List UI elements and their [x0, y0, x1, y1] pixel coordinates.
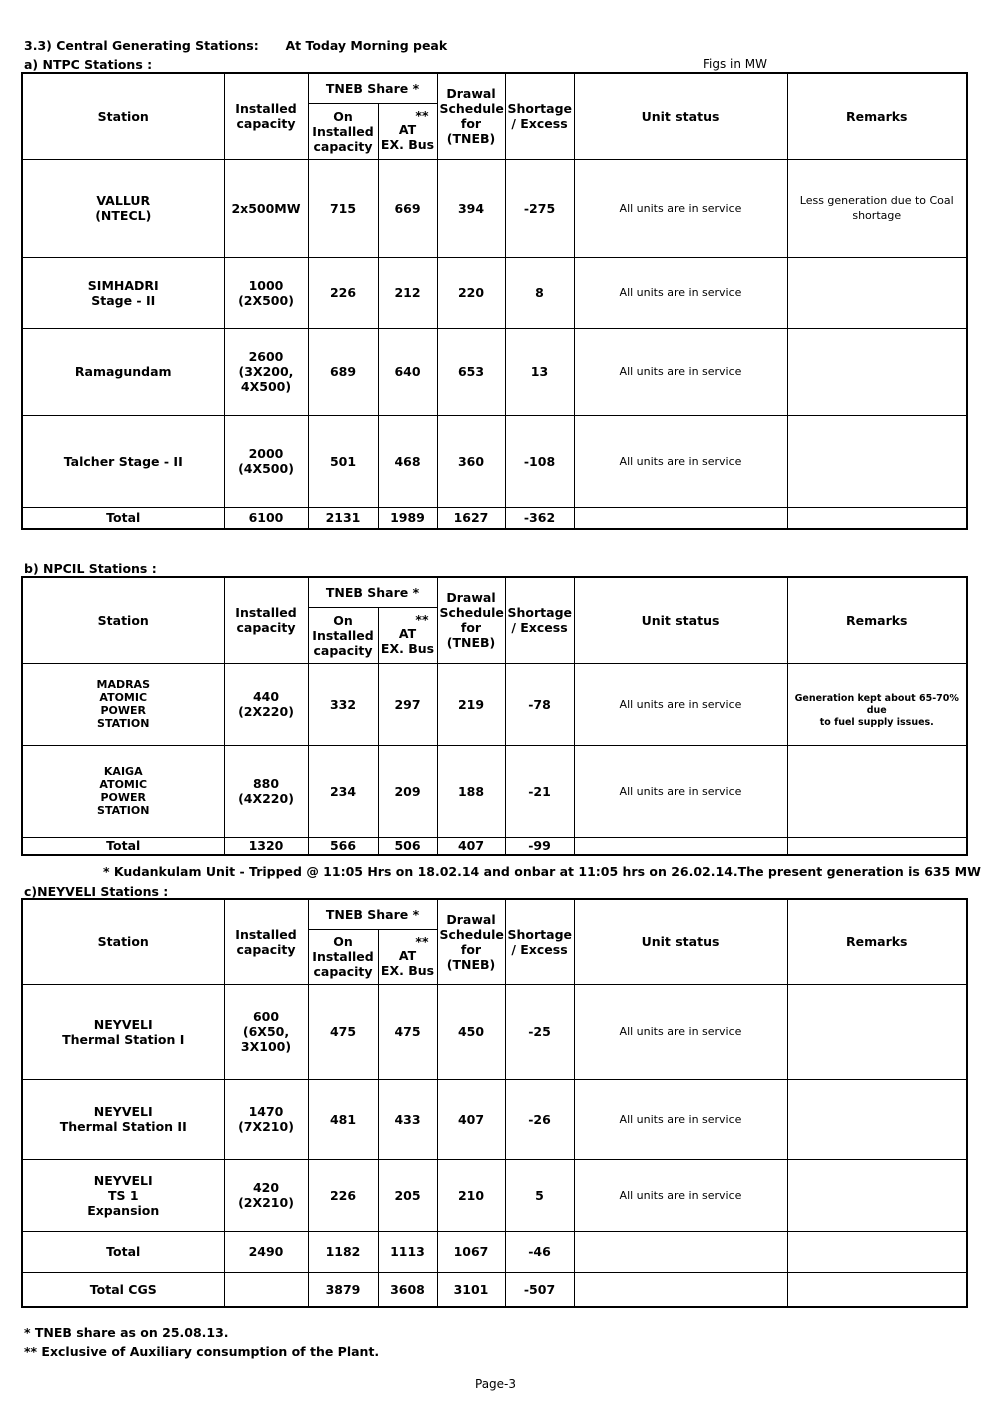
- col-unit-status: Unit status: [574, 577, 787, 663]
- col-station: Station: [22, 899, 224, 984]
- col-on-installed: On Installed capacity: [308, 607, 378, 663]
- table-row: KAIGA ATOMIC POWER STATION 880 (4X220) 234 209 188 -21 All units are in service: [22, 745, 967, 837]
- table-row: SIMHADRI Stage - II 1000 (2X500) 226 212 220 8 All units are in service: [22, 257, 967, 328]
- col-at-ex-bus: ** AT EX. Bus: [378, 929, 437, 984]
- col-at-ex-bus: ** AT EX. Bus: [378, 103, 437, 159]
- npcil-title: b) NPCIL Stations :: [24, 561, 157, 576]
- col-remarks: Remarks: [787, 899, 967, 984]
- total-row: Total 1320 566 506 407 -99: [22, 837, 967, 855]
- col-drawal: Drawal Schedule for (TNEB): [437, 577, 505, 663]
- table-row: NEYVELI TS 1 Expansion 420 (2X210) 226 205 210 5 All units are in service: [22, 1159, 967, 1231]
- col-drawal: Drawal Schedule for (TNEB): [437, 899, 505, 984]
- col-tneb-share: TNEB Share *: [308, 577, 437, 607]
- section-title: 3.3) Central Generating Stations:: [24, 38, 259, 53]
- col-shortage: Shortage / Excess: [505, 577, 574, 663]
- col-tneb-share: TNEB Share *: [308, 73, 437, 103]
- col-at-ex-bus: ** AT EX. Bus: [378, 607, 437, 663]
- footnote-auxiliary: ** Exclusive of Auxiliary consumption of the Plant.: [24, 1344, 380, 1359]
- col-shortage: Shortage / Excess: [505, 73, 574, 159]
- ntpc-table: [21, 72, 968, 530]
- col-installed: Installed capacity: [224, 899, 308, 984]
- table-row: VALLUR (NTECL) 2x500MW 715 669 394 -275 All units are in service Less generation due to Coal shortage: [22, 159, 967, 257]
- footnote-tneb-share: * TNEB share as on 25.08.13.: [24, 1325, 229, 1340]
- col-unit-status: Unit status: [574, 899, 787, 984]
- col-on-installed: On Installed capacity: [308, 103, 378, 159]
- neyveli-title: c)NEYVELI Stations :: [24, 884, 169, 899]
- peak-label: At Today Morning peak: [285, 38, 448, 53]
- col-unit-status: Unit status: [574, 73, 787, 159]
- col-station: Station: [22, 73, 224, 159]
- col-on-installed: On Installed capacity: [308, 929, 378, 984]
- kudankulam-note: * Kudankulam Unit - Tripped @ 11:05 Hrs on 18.02.14 and onbar at 11:05 hrs on 26.02.14.The present generation is 635 MW: [103, 864, 981, 879]
- table-row: Ramagundam 2600 (3X200, 4X500) 689 640 653 13 All units are in service: [22, 328, 967, 415]
- table-row: Talcher Stage - II 2000 (4X500) 501 468 360 -108 All units are in service: [22, 415, 967, 507]
- section-heading: [24, 38, 447, 53]
- ntpc-title: a) NTPC Stations :: [24, 57, 153, 72]
- table-row: MADRAS ATOMIC POWER STATION 440 (2X220) 332 297 219 -78 All units are in service Generation kept about 65-70% due to fuel supply issues.: [22, 663, 967, 745]
- total-row: Total 2490 1182 1113 1067 -46: [22, 1231, 967, 1272]
- col-remarks: Remarks: [787, 73, 967, 159]
- total-cgs-row: Total CGS 3879 3608 3101 -507: [22, 1272, 967, 1307]
- page-number: Page-3: [475, 1377, 517, 1391]
- total-row: Total 6100 2131 1989 1627 -362: [22, 507, 967, 529]
- neyveli-table: [21, 898, 968, 1308]
- col-installed: Installed capacity: [224, 577, 308, 663]
- col-drawal: Drawal Schedule for (TNEB): [437, 73, 505, 159]
- col-station: Station: [22, 577, 224, 663]
- npcil-table: [21, 576, 968, 856]
- table-row: NEYVELI Thermal Station II 1470 (7X210) 481 433 407 -26 All units are in service: [22, 1079, 967, 1159]
- figs-unit: Figs in MW: [703, 57, 768, 71]
- col-remarks: Remarks: [787, 577, 967, 663]
- col-shortage: Shortage / Excess: [505, 899, 574, 984]
- col-installed: Installed capacity: [224, 73, 308, 159]
- col-tneb-share: TNEB Share *: [308, 899, 437, 929]
- table-row: NEYVELI Thermal Station I 600 (6X50, 3X100) 475 475 450 -25 All units are in service: [22, 984, 967, 1079]
